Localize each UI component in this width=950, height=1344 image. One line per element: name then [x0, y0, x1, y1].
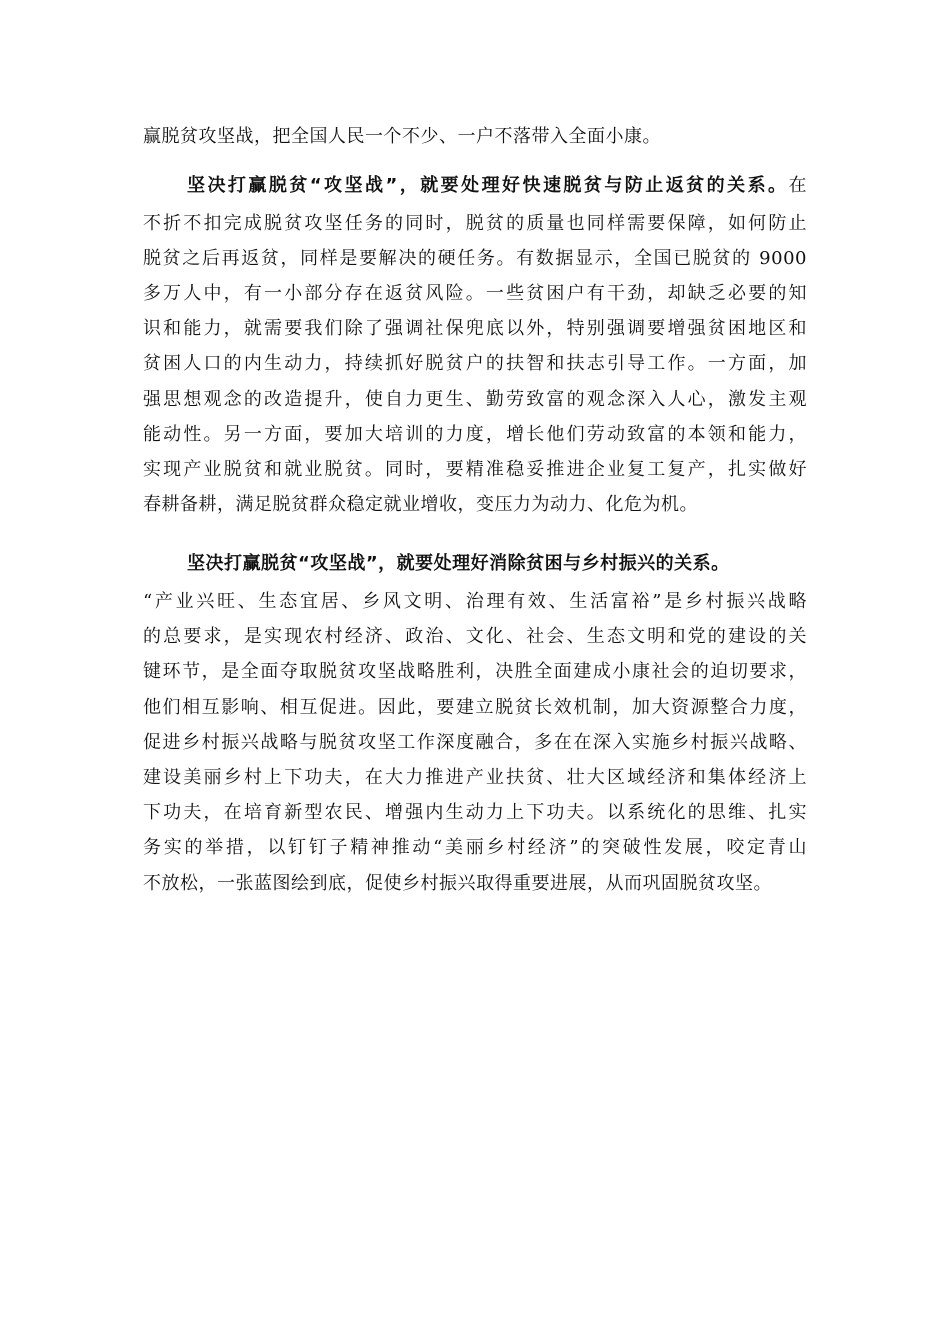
paragraph-2-line-9: 春耕备耕，满足脱贫群众稳定就业增收，变压力为动力、化危为机。	[143, 494, 698, 515]
paragraph-3-heading: 坚决打赢脱贫“攻坚战”，就要处理好消除贫困与乡村振兴的关系。	[187, 553, 730, 574]
paragraph-2-line-4: 识和能力，就需要我们除了强调社保兜底以外，特别强调要增强贫困地区和	[143, 318, 807, 339]
paragraph-2-line-7: 能动性。另一方面，要加大培训的力度，增长他们劳动致富的本领和能力，	[143, 424, 807, 445]
paragraph-2-heading-line	[187, 170, 807, 202]
paragraph-3-heading-line	[187, 548, 807, 580]
paragraph-2-heading-tail: 在	[788, 175, 807, 196]
paragraph-2-line-1: 不折不扣完成脱贫攻坚任务的同时，脱贫的质量也同样需要保障，如何防止	[143, 213, 807, 234]
paragraph-2-line-5: 贫困人口的内生动力，持续抓好脱贫户的扶智和扶志引导工作。一方面，加	[143, 353, 807, 374]
paragraph-3-line-8: 务实的举措，以钉钉子精神推动“美丽乡村经济”的突破性发展，咬定青山	[143, 837, 807, 858]
paragraph-2-line-3: 多万人中，有一小部分存在返贫风险。一些贫困户有干劲，却缺乏必要的知	[143, 283, 807, 304]
paragraph-2-line-8: 实现产业脱贫和就业脱贫。同时，要精准稳妥推进企业复工复产，扎实做好	[143, 459, 807, 480]
paragraph-2-line-2: 脱贫之后再返贫，同样是要解决的硬任务。有数据显示，全国已脱贫的 9000	[143, 248, 807, 269]
paragraph-3-line-2: 的总要求，是实现农村经济、政治、文化、社会、生态文明和党的建设的关	[143, 626, 807, 647]
paragraph-2-heading: 坚决打赢脱贫“攻坚战”，就要处理好快速脱贫与防止返贫的关系。	[187, 175, 789, 196]
paragraph-3-line-4: 他们相互影响、相互促进。因此，要建立脱贫长效机制，加大资源整合力度，	[143, 697, 807, 718]
paragraph-3-line-6: 建设美丽乡村上下功夫，在大力推进产业扶贫、壮大区域经济和集体经济上	[143, 767, 807, 788]
paragraph-2-line-6: 强思想观念的改造提升，使自力更生、勤劳致富的观念深入人心，激发主观	[143, 389, 807, 410]
paragraph-3-line-5: 促进乡村振兴战略与脱贫攻坚工作深度融合，多在在深入实施乡村振兴战略、	[143, 732, 807, 753]
paragraph-1-line-1: 赢脱贫攻坚战，把全国人民一个不少、一户不落带入全面小康。	[143, 126, 661, 147]
paragraph-3-line-3: 键环节，是全面夺取脱贫攻坚战略胜利，决胜全面建成小康社会的迫切要求，	[143, 661, 807, 682]
paragraph-3-line-1: “产业兴旺、生态宜居、乡风文明、治理有效、生活富裕”是乡村振兴战略	[143, 591, 807, 612]
paragraph-3-line-7: 下功夫，在培育新型农民、增强内生动力上下功夫。以系统化的思维、扎实	[143, 802, 807, 823]
paragraph-3-line-9: 不放松，一张蓝图绘到底，促使乡村振兴取得重要进展，从而巩固脱贫攻坚。	[143, 873, 772, 894]
